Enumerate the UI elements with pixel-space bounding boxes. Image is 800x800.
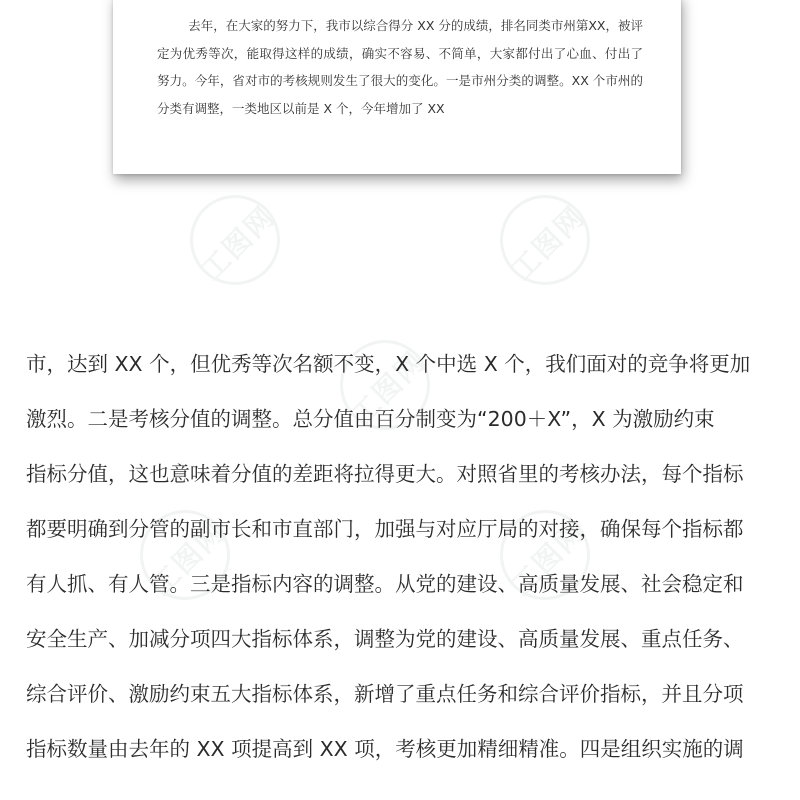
body-line: 指标分值，这也意味着分值的差距将拉得更大。对照省里的考核办法，每个指标	[26, 462, 744, 486]
watermark-text: 工图网	[194, 199, 282, 287]
body-line: 都要明确到分管的副市长和市直部门，加强与对应厅局的对接，确保每个指标都	[26, 517, 744, 541]
body-line: 激烈。二是考核分值的调整。总分值由百分制变为“200＋X”，X 为激励约束	[26, 407, 715, 431]
watermark-logo	[467, 162, 623, 318]
body-line: 有人抓、有人管。三是指标内容的调整。从党的建设、高质量发展、社会稳定和	[26, 572, 744, 596]
document-preview-card	[113, 0, 681, 174]
watermark-logo	[157, 162, 313, 318]
watermark-text: 工图网	[504, 514, 592, 602]
body-line: 综合评价、激励约束五大指标体系，新增了重点任务和综合评价指标，并且分项	[26, 682, 744, 706]
watermark-text: 工图网	[344, 344, 432, 432]
watermark-ring-icon	[171, 176, 298, 303]
watermark-text: 工图网	[144, 514, 232, 602]
watermark-ring-icon	[481, 176, 608, 303]
body-line: 市，达到 XX 个，但优秀等次名额不变，X 个中选 X 个，我们面对的竞争将更加	[26, 352, 751, 376]
watermark-text: 工图网	[504, 199, 592, 287]
main-body-text	[26, 337, 776, 777]
body-line: 安全生产、加减分项四大指标体系，调整为党的建设、高质量发展、重点任务、	[26, 627, 744, 651]
body-line: 指标数量由去年的 XX 项提高到 XX 项，考核更加精细精准。四是组织实施的调	[26, 737, 744, 761]
preview-paragraph: 去年，在大家的努力下，我市以综合得分 XX 分的成绩，排名同类市州第XX，被评定为优秀等次，能取得这样的成绩，确实不容易、不简单，大家都付出了心血、付出了努力。今年，省对市的考核规则发生了很大的变化。一是市州分类的调整。XX 个市州的分类有调整，一类地区以前是 X 个，今年增加了 XX	[157, 18, 643, 116]
